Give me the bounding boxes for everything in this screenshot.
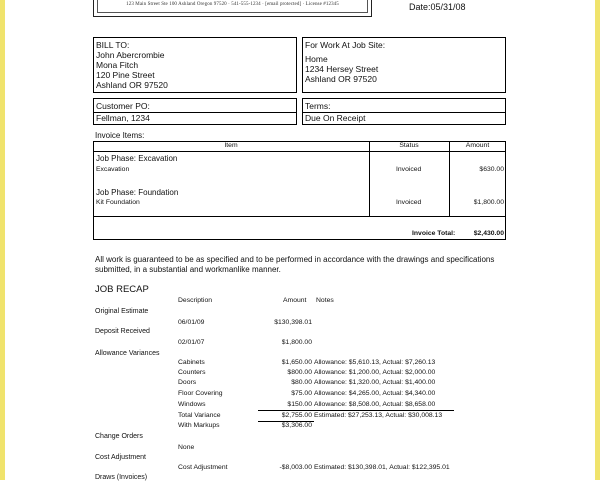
- bill-to-line: John Abercrombie: [96, 50, 165, 60]
- job-site-line: Home: [305, 54, 328, 64]
- allowance-amount: $2,755.00: [281, 412, 312, 419]
- allowance-notes: Estimated: $27,253.13, Actual: $30,008.13: [314, 412, 443, 419]
- letterhead-logo: [93, 0, 372, 17]
- item-name: Kit Foundation: [96, 199, 140, 206]
- change-orders-value: None: [178, 444, 195, 451]
- invoice-items-title: Invoice Items:: [95, 131, 145, 140]
- column-divider: [369, 141, 370, 216]
- allowance-desc: Cabinets: [178, 359, 205, 366]
- bill-to-line: 120 Pine Street: [96, 70, 155, 80]
- allowance-desc: Total Variance: [178, 412, 221, 419]
- cost-adjustment-amount: -$8,003.00: [279, 464, 312, 471]
- bill-to-box: [93, 37, 297, 93]
- customer-po-value: Fellman, 1234: [96, 113, 150, 123]
- terms-heading: Terms:: [305, 101, 331, 111]
- recap-col-amount: Amount: [283, 297, 307, 304]
- allowance-amount: $150.00: [287, 401, 312, 408]
- allowance-desc: With Markups: [178, 422, 220, 429]
- company-address: 123 Main Street Ste 100 Ashland Oregon 97520 · 541-555-1234 · [email protected] · License #12345: [126, 2, 339, 7]
- job-site-line: Ashland OR 97520: [305, 74, 377, 84]
- allowance-amount: $3,306.00: [281, 422, 312, 429]
- guarantee-text: All work is guaranteed to be as specified and to be performed in accordance with the drawings and specifications submitted, in a substantial and workmanlike manner.: [95, 255, 495, 274]
- bill-to-line: Ashland OR 97520: [96, 80, 168, 90]
- subtotal-rule: [258, 410, 454, 411]
- allowance-amount: $75.00: [291, 390, 312, 397]
- column-header-item: Item: [224, 142, 238, 149]
- invoice-total-label: Invoice Total:: [412, 230, 456, 237]
- deposit-amount: $1,800.00: [281, 339, 312, 346]
- recap-label-draws: Draws (Invoices): [95, 474, 148, 481]
- job-recap-title: JOB RECAP: [95, 284, 149, 295]
- allowance-desc: Counters: [178, 369, 206, 376]
- column-header-amount: Amount: [465, 142, 490, 149]
- allowance-notes: Allowance: $8,508.00, Actual: $8,658.00: [314, 401, 436, 408]
- allowance-desc: Doors: [178, 379, 197, 386]
- cost-adjustment-notes: Estimated: $130,398.01, Actual: $122,395.01: [314, 464, 450, 471]
- allowance-notes: Allowance: $4,265.00, Actual: $4,340.00: [314, 390, 436, 397]
- column-header-status: Status: [399, 142, 419, 149]
- allowance-notes: Allowance: $5,610.13, Actual: $7,260.13: [314, 359, 436, 366]
- allowance-amount: $80.00: [291, 379, 312, 386]
- allowance-notes: Allowance: $1,200.00, Actual: $2,000.00: [314, 369, 436, 376]
- total-rule: [93, 216, 506, 217]
- recap-label-original-estimate: Original Estimate: [95, 308, 149, 315]
- terms-value: Due On Receipt: [305, 113, 366, 123]
- recap-label-change-orders: Change Orders: [95, 433, 143, 440]
- item-amount: $1,800.00: [473, 199, 504, 206]
- item-amount: $630.00: [479, 166, 504, 173]
- recap-col-notes: Notes: [316, 297, 334, 304]
- recap-col-description: Description: [178, 297, 212, 304]
- allowance-amount: $800.00: [287, 369, 312, 376]
- allowance-desc: Floor Covering: [178, 390, 223, 397]
- original-estimate-date: 06/01/09: [178, 319, 205, 326]
- original-estimate-amount: $130,398.01: [274, 319, 312, 326]
- item-name: Excavation: [96, 166, 130, 173]
- bill-to-heading: BILL TO:: [96, 40, 130, 50]
- recap-label-allowance: Allowance Variances: [95, 350, 160, 357]
- invoice-total-value: $2,430.00: [473, 230, 504, 237]
- job-phase-label: Job Phase: Foundation: [96, 188, 179, 197]
- allowance-desc: Windows: [178, 401, 206, 408]
- job-site-box: [302, 37, 506, 93]
- job-phase-label: Job Phase: Excavation: [96, 154, 178, 163]
- terms-box: [302, 98, 506, 125]
- customer-po-box: [93, 98, 297, 125]
- cost-adjustment-desc: Cost Adjustment: [178, 464, 228, 471]
- item-status: Invoiced: [396, 199, 422, 206]
- item-status: Invoiced: [396, 166, 422, 173]
- recap-label-cost-adjustment: Cost Adjustment: [95, 454, 146, 461]
- customer-po-heading: Customer PO:: [96, 101, 150, 111]
- job-site-line: 1234 Hersey Street: [305, 64, 379, 74]
- allowance-amount: $1,650.00: [281, 359, 312, 366]
- deposit-date: 02/01/07: [178, 339, 205, 346]
- allowance-notes: Allowance: $1,320.00, Actual: $1,400.00: [314, 379, 436, 386]
- bill-to-line: Mona Fitch: [96, 60, 139, 70]
- header-rule: [93, 151, 506, 152]
- recap-label-deposit: Deposit Received: [95, 328, 150, 335]
- invoice-date: Date:05/31/08: [409, 2, 466, 12]
- job-site-heading: For Work At Job Site:: [305, 40, 386, 50]
